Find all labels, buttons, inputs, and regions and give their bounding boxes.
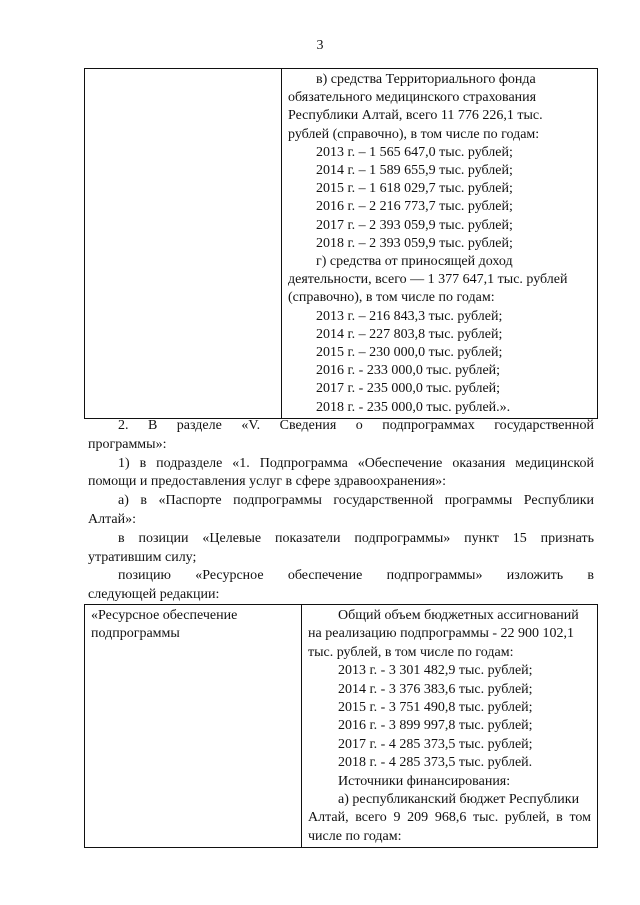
table-cell-right: [282, 69, 598, 419]
text-line: 2018 г. - 235 000,0 тыс. рублей.».: [316, 399, 511, 415]
text-line: тыс. рублей, в том числе по годам:: [308, 644, 514, 660]
text-line: 2018 г. - 4 285 373,5 тыс. рублей.: [338, 755, 533, 771]
text-line: рублей (справочно), в том числе по годам:: [288, 126, 540, 142]
page-number: 3: [316, 38, 324, 53]
table-row: [85, 605, 598, 848]
paragraph-line: Алтай»:: [88, 511, 136, 527]
text-line: на реализацию подпрограммы - 22 900 102,1: [308, 626, 575, 642]
resource-provision-table: [84, 604, 598, 848]
text-line: числе по годам:: [308, 828, 402, 844]
text-line: а) республиканский бюджет Республики: [338, 792, 580, 808]
amendment-paragraphs: [88, 417, 594, 605]
table-cell-left: [85, 605, 302, 848]
text-line: 2018 г. – 2 393 059,9 тыс. рублей;: [316, 235, 513, 251]
text-line: 2015 г. – 230 000,0 тыс. рублей;: [316, 345, 503, 361]
text-line: Республики Алтай, всего 11 776 226,1 тыс.: [288, 108, 543, 124]
paragraph-line: а) в «Паспорте подпрограммы государственной программы Республики: [118, 493, 594, 509]
text-line: 2016 г. – 2 216 773,7 тыс. рублей;: [316, 199, 513, 215]
text-line: 2013 г. – 216 843,3 тыс. рублей;: [316, 308, 503, 324]
text-line: 2013 г. – 1 565 647,0 тыс. рублей;: [316, 144, 513, 160]
resource-table-continuation: [84, 68, 598, 419]
paragraph-line: следующей редакции:: [88, 587, 220, 603]
text-line: 2013 г. - 3 301 482,9 тыс. рублей;: [338, 663, 533, 679]
text-line: Общий объем бюджетных ассигнований: [338, 608, 579, 623]
paragraph-line: в позиции «Целевые показатели подпрограммы» пункт 15 признать: [118, 530, 594, 546]
text-line: 2016 г. - 233 000,0 тыс. рублей;: [316, 363, 501, 379]
paragraph-line: 1) в подразделе «1. Подпрограмма «Обеспечение оказания медицинской: [118, 455, 594, 471]
paragraph-line: 2. В разделе «V. Сведения о подпрограммах государственной: [118, 418, 594, 433]
row-label-line: подпрограммы: [91, 626, 180, 642]
paragraph-line: позицию «Ресурсное обеспечение подпрограммы» изложить в: [118, 568, 594, 584]
text-line: 2017 г. - 4 285 373,5 тыс. рублей;: [338, 736, 533, 752]
paragraph-line: утратившим силу;: [88, 549, 197, 565]
paragraph-line: программы»:: [88, 436, 167, 452]
table-cell-left-empty: [85, 69, 282, 419]
text-line: г) средства от приносящей доход: [316, 254, 513, 270]
text-line: 2017 г. - 235 000,0 тыс. рублей;: [316, 381, 501, 397]
text-line: Источники финансирования:: [338, 773, 511, 789]
text-line: обязательного медицинского страхования: [288, 90, 537, 106]
table-row: [85, 69, 598, 419]
text-line: 2014 г. – 227 803,8 тыс. рублей;: [316, 326, 503, 342]
paragraph-line: помощи и предоставления услуг в сфере здравоохранения»:: [88, 474, 447, 490]
text-line: 2015 г. – 1 618 029,7 тыс. рублей;: [316, 181, 513, 197]
text-line: (справочно), в том числе по годам:: [288, 290, 495, 306]
text-line: 2017 г. – 2 393 059,9 тыс. рублей;: [316, 217, 513, 233]
text-line: деятельности, всего — 1 377 647,1 тыс. рублей: [288, 272, 568, 288]
text-line: 2014 г. - 3 376 383,6 тыс. рублей;: [338, 681, 533, 697]
text-line: 2015 г. - 3 751 490,8 тыс. рублей;: [338, 700, 533, 716]
row-label-line: «Ресурсное обеспечение: [91, 608, 238, 623]
table-cell-right: [302, 605, 598, 848]
text-line: в) средства Территориального фонда: [316, 72, 536, 87]
text-line: 2014 г. – 1 589 655,9 тыс. рублей;: [316, 163, 513, 179]
text-line: 2016 г. - 3 899 997,8 тыс. рублей;: [338, 718, 533, 734]
text-line: Алтай, всего 9 209 968,6 тыс. рублей, в том: [308, 810, 591, 826]
